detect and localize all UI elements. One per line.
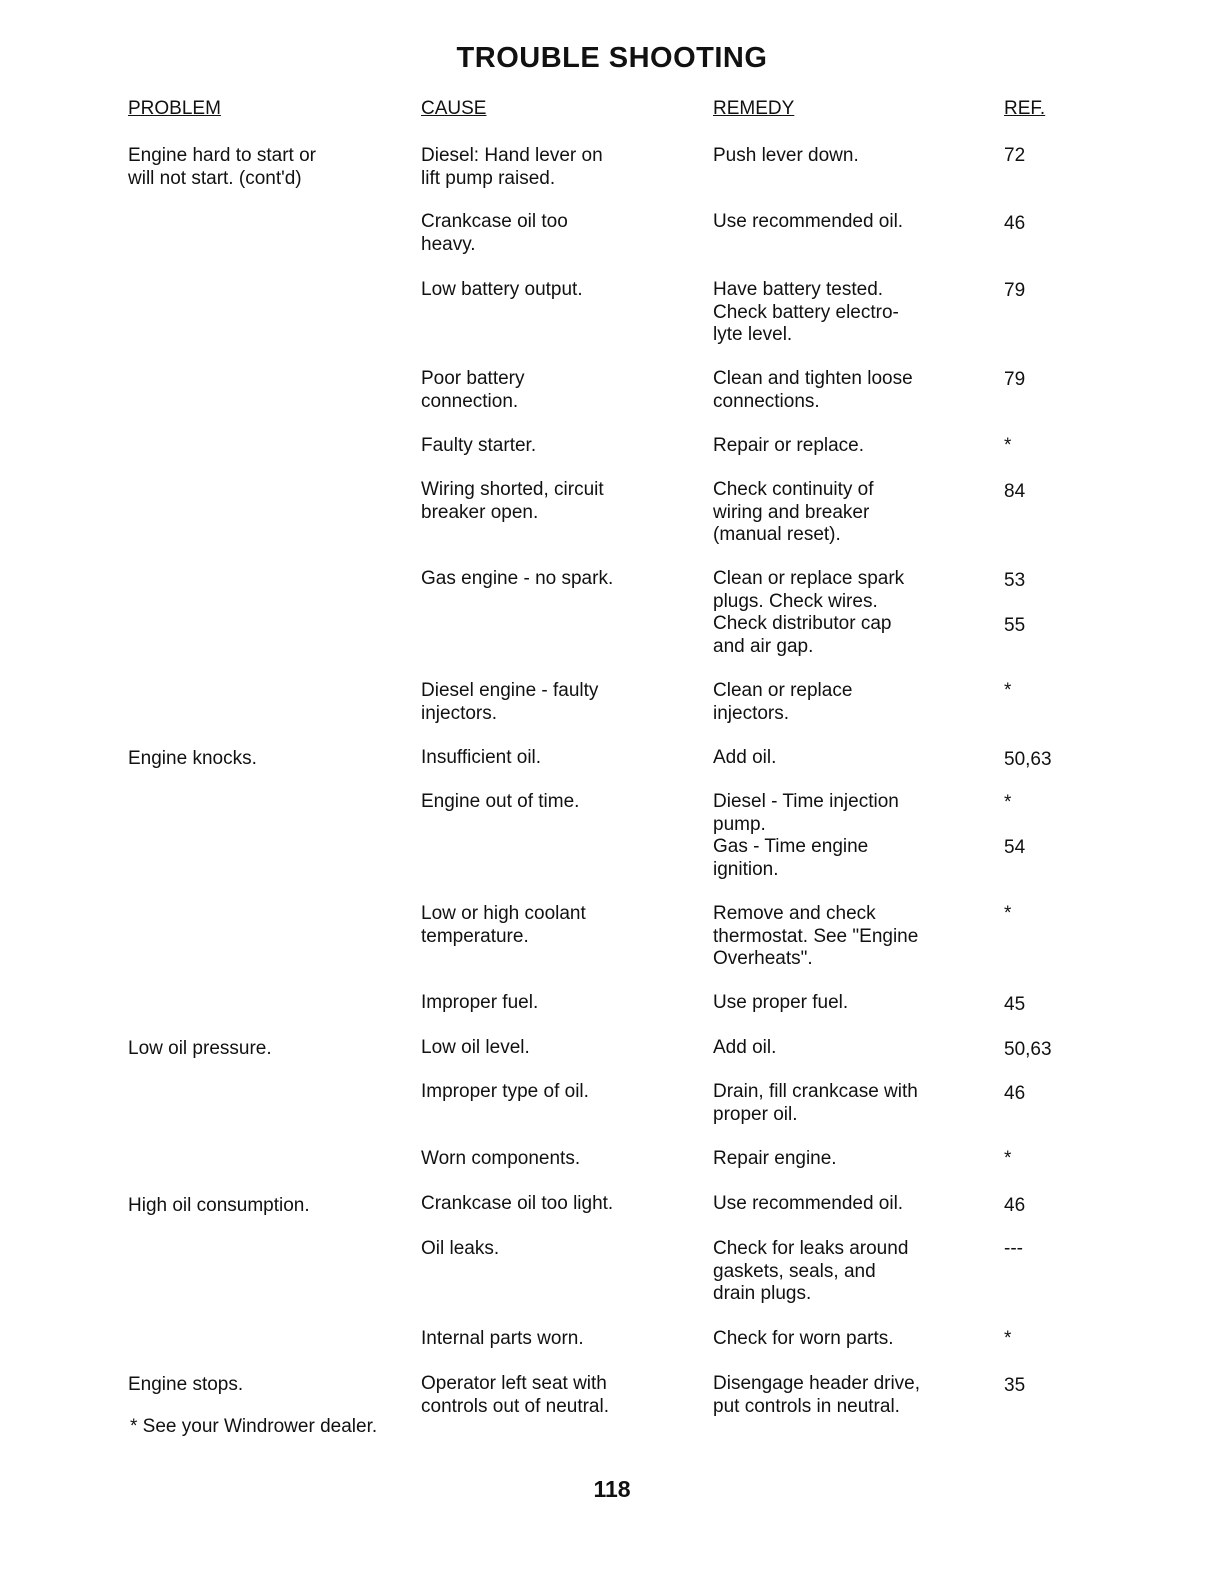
row-ref: 46 (1004, 1195, 1026, 1216)
row-cause: Faulty starter. (421, 435, 537, 456)
row-cause: Internal parts worn. (421, 1328, 584, 1349)
row-remedy: Clean or replace spark plugs. Check wires. Check distributor cap and air gap. (713, 568, 905, 657)
row-remedy: Use recommended oil. (713, 211, 904, 232)
row-ref: * (1004, 680, 1012, 701)
row-cause: Crankcase oil too heavy. (421, 211, 568, 255)
row-ref: 84 (1004, 481, 1026, 502)
row-cause: Diesel engine - faulty injectors. (421, 680, 599, 724)
row-cause: Operator left seat with controls out of neutral. (421, 1373, 609, 1417)
row-ref: 79 (1004, 280, 1026, 301)
footnote: * See your Windrower dealer. (130, 1416, 378, 1437)
header-cause: CAUSE (421, 98, 487, 119)
row-ref: 50,63 (1004, 749, 1052, 770)
row-ref: 72 (1004, 145, 1026, 166)
row-remedy: Remove and check thermostat. See "Engine Overheats". (713, 903, 919, 969)
row-remedy: Check for worn parts. (713, 1328, 894, 1349)
row-cause: Crankcase oil too light. (421, 1193, 614, 1214)
row-cause: Worn components. (421, 1148, 581, 1169)
row-cause: Diesel: Hand lever on lift pump raised. (421, 145, 603, 189)
header-remedy: REMEDY (713, 98, 795, 119)
row-cause: Gas engine - no spark. (421, 568, 614, 589)
row-problem: Low oil pressure. (128, 1038, 272, 1059)
row-remedy: Diesel - Time injection pump. Gas - Time engine ignition. (713, 791, 899, 880)
row-problem: High oil consumption. (128, 1195, 310, 1216)
row-ref: * (1004, 1148, 1012, 1169)
row-remedy: Clean and tighten loose connections. (713, 368, 913, 412)
row-cause: Poor battery connection. (421, 368, 525, 412)
row-ref: * (1004, 1328, 1012, 1349)
row-cause: Oil leaks. (421, 1238, 500, 1259)
row-remedy: Push lever down. (713, 145, 859, 166)
row-cause: Engine out of time. (421, 791, 580, 812)
row-cause: Low oil level. (421, 1037, 530, 1058)
row-problem: Engine stops. (128, 1374, 244, 1395)
row-remedy: Clean or replace injectors. (713, 680, 853, 724)
row-problem: Engine hard to start or will not start. (cont'd) (128, 145, 316, 189)
row-ref: * (1004, 903, 1012, 924)
row-remedy: Use recommended oil. (713, 1193, 904, 1214)
row-cause: Low or high coolant temperature. (421, 903, 586, 947)
row-cause: Improper type of oil. (421, 1081, 589, 1102)
row-remedy: Repair or replace. (713, 435, 865, 456)
row-remedy: Check continuity of wiring and breaker (manual reset). (713, 479, 874, 545)
row-ref: * (1004, 435, 1012, 456)
row-remedy: Disengage header drive, put controls in neutral. (713, 1373, 921, 1417)
row-ref: 50,63 (1004, 1039, 1052, 1060)
row-remedy: Repair engine. (713, 1148, 837, 1169)
page-title: TROUBLE SHOOTING (456, 42, 768, 74)
row-ref: 53 55 (1004, 570, 1026, 636)
row-ref: 35 (1004, 1375, 1026, 1396)
page-number: 118 (593, 1476, 631, 1502)
row-cause: Insufficient oil. (421, 747, 542, 768)
row-ref: * 54 (1004, 792, 1026, 858)
row-cause: Wiring shorted, circuit breaker open. (421, 479, 604, 523)
row-cause: Low battery output. (421, 279, 583, 300)
row-remedy: Add oil. (713, 747, 777, 768)
header-ref: REF. (1004, 98, 1046, 119)
row-cause: Improper fuel. (421, 992, 539, 1013)
row-remedy: Have battery tested. Check battery electro- lyte level. (713, 279, 899, 345)
row-remedy: Check for leaks around gaskets, seals, and drain plugs. (713, 1238, 909, 1304)
row-ref: 46 (1004, 213, 1026, 234)
row-ref: 46 (1004, 1083, 1026, 1104)
row-ref: 79 (1004, 369, 1026, 390)
row-remedy: Drain, fill crankcase with proper oil. (713, 1081, 918, 1125)
row-remedy: Add oil. (713, 1037, 777, 1058)
row-ref: --- (1004, 1238, 1023, 1259)
row-remedy: Use proper fuel. (713, 992, 849, 1013)
row-ref: 45 (1004, 994, 1026, 1015)
row-problem: Engine knocks. (128, 748, 257, 769)
header-problem: PROBLEM (128, 98, 221, 119)
